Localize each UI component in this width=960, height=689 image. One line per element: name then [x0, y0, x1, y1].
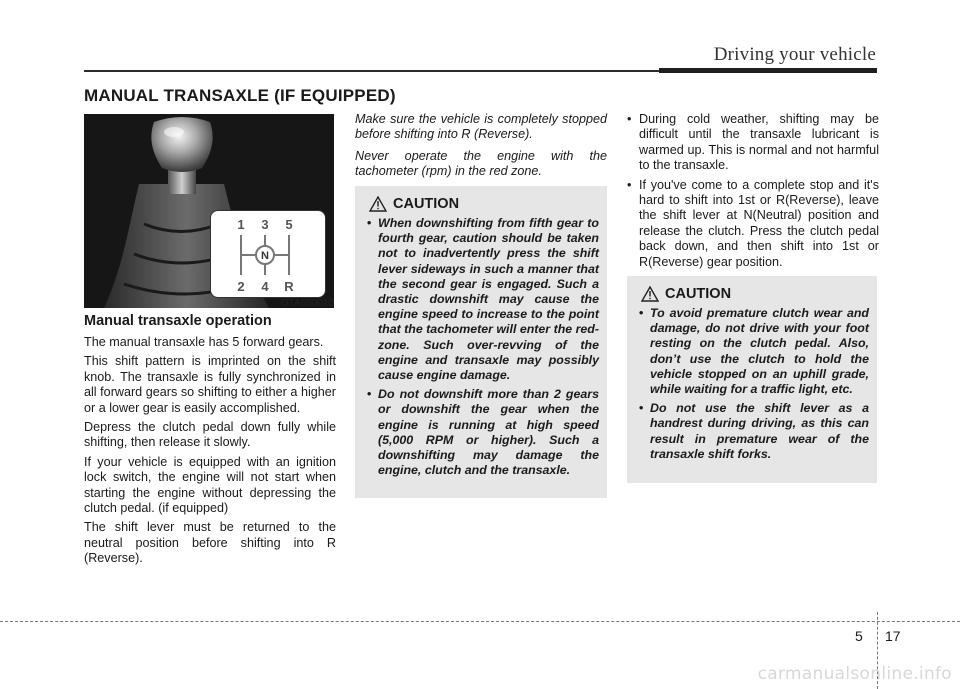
- bullet-item: • During cold weather, shifting may be difficult until the transaxle lubricant is warmed up. This is normal and not harmful to the transaxle.: [627, 112, 879, 174]
- watermark: carmanualsonline.info: [757, 664, 952, 684]
- shift-label-1: 1: [237, 217, 245, 232]
- bullet-item: • If you've come to a complete stop and it's hard to shift into 1st or R(Reverse), leave the shift lever at N(Neutral) position and release the clutch. Press the clutch pedal back down, and then shift into 1st or R(Reverse) gear position.: [627, 178, 879, 270]
- header-rule: [84, 70, 659, 72]
- shift-label-2: 2: [237, 279, 245, 294]
- paragraph: This shift pattern is imprinted on the shift knob. The transaxle is fully synchronized in all forward gears so shifting to either a higher or a lower gear is easily accomplished.: [84, 354, 336, 415]
- shift-label-4: 4: [261, 279, 269, 294]
- section-number: 5: [855, 628, 863, 644]
- caution-item: • When downshifting from fifth gear to fourth gear, caution should be taken not to inadvertently press the shift lever sideways in such a manner that the second gear is engaged. Such a drastic downshift may cause the engine speed to increase to the point that the tachometer will enter the red-zone. Such over-revving of the engine and transaxle may possibly cause engine damage.: [367, 216, 599, 383]
- caution-label: CAUTION: [665, 286, 732, 302]
- paragraph: If your vehicle is equipped with an ignition lock switch, the engine will not start when starting the engine without depressing the clutch pedal. (if equipped): [84, 454, 336, 516]
- header-rule-accent: [659, 68, 877, 73]
- paragraph: The shift lever must be returned to the neutral position before shifting into R (Reverse).: [84, 520, 336, 566]
- shift-label-5: 5: [285, 217, 293, 232]
- shift-label-n: N: [261, 250, 269, 262]
- gear-shift-photo: [84, 114, 334, 308]
- caution-list: [355, 212, 607, 478]
- footer-rule: [0, 621, 960, 622]
- section-title: MANUAL TRANSAXLE (IF EQUIPPED): [84, 86, 396, 105]
- caution-box-downshift: [355, 186, 607, 498]
- italic-note: Make sure the vehicle is completely stopped before shifting into R (Reverse).: [355, 112, 607, 142]
- caution-item: • Do not use the shift lever as a handrest during driving, as this can result in premature wear of the transaxle shift forks.: [639, 401, 869, 462]
- caution-label: CAUTION: [393, 196, 460, 212]
- bullet-list: [627, 112, 879, 270]
- shift-pattern-inset: [210, 210, 326, 298]
- chapter-title: Driving your vehicle: [713, 44, 876, 65]
- subheading: Manual transaxle operation: [84, 313, 272, 329]
- shift-label-r: R: [284, 279, 294, 294]
- italic-note: Never operate the engine with the tachometer (rpm) in the red zone.: [355, 148, 607, 179]
- shift-label-3: 3: [261, 217, 269, 232]
- caution-item: • Do not downshift more than 2 gears or downshift the gear when the engine is running at high speed (5,000 RPM or higher). Such a downshifting may damage the engine, clutch and the transaxle.: [367, 387, 599, 478]
- middle-column: [355, 112, 607, 186]
- paragraph: The manual transaxle has 5 forward gears.: [84, 335, 324, 349]
- left-column: [84, 313, 336, 571]
- caution-list: [627, 302, 877, 462]
- caution-item: • To avoid premature clutch wear and damage, do not drive with your foot resting on the clutch pedal. Also, don’t use the clutch to hold the vehicle stopped on an uphill grade, while waiting for a traffic light, etc.: [639, 306, 869, 397]
- paragraph: Depress the clutch pedal down fully while shifting, then release it slowly.: [84, 420, 336, 450]
- warning-triangle-icon: [641, 286, 659, 302]
- page-number: 17: [885, 628, 901, 644]
- caution-box-clutch: [627, 276, 877, 483]
- image-code: OTA050010: [280, 298, 334, 309]
- right-column: [627, 112, 879, 274]
- warning-triangle-icon: [369, 196, 387, 212]
- shift-pattern-diagram: [211, 211, 325, 297]
